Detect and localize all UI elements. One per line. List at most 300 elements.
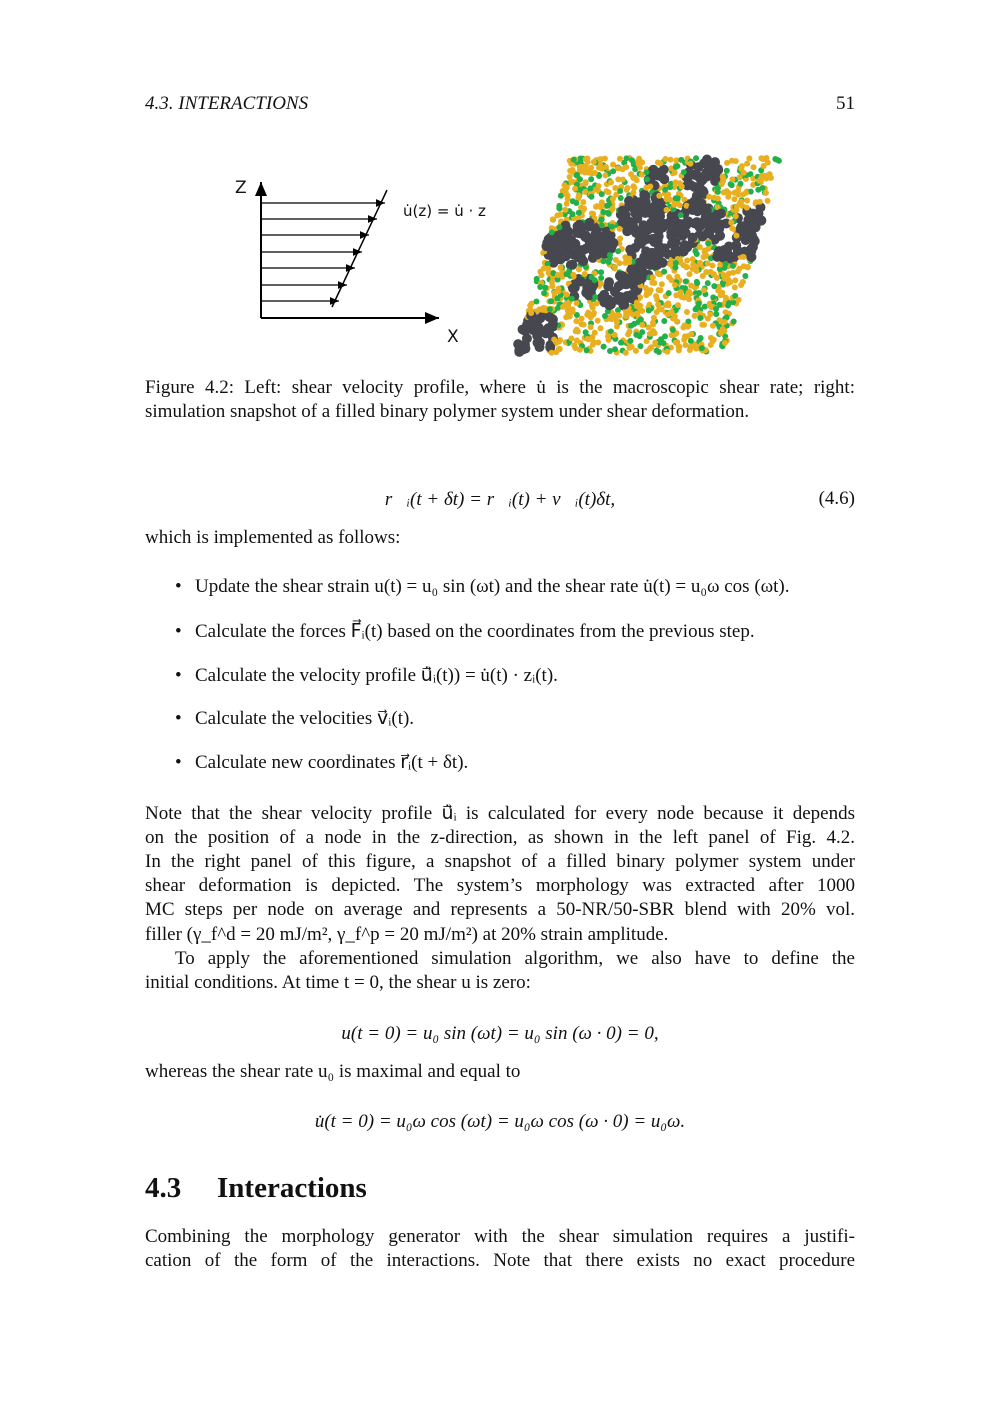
particle: [651, 330, 657, 336]
particle: [520, 344, 530, 354]
particle: [587, 185, 593, 191]
particle: [636, 156, 642, 162]
particle-snapshot-image: [505, 150, 790, 360]
list-item-text: Calculate the forces F⃗ᵢ(t) based on the coordinates from the previous step.: [195, 621, 755, 642]
particle: [672, 282, 678, 288]
particle: [662, 156, 668, 162]
particle: [670, 327, 676, 333]
particle: [742, 222, 752, 232]
particle: [602, 172, 608, 178]
particle: [713, 306, 719, 312]
particle: [618, 340, 624, 346]
particle: [640, 235, 650, 245]
particle: [655, 302, 661, 308]
particle: [707, 303, 713, 309]
particle: [626, 222, 636, 232]
particle: [700, 273, 706, 279]
equation-initial-shear: u(t = 0) = u₀ sin (ωt) = u₀ sin (ω · 0) = 0,: [341, 1023, 659, 1044]
particle: [553, 349, 559, 355]
particle: [699, 345, 705, 351]
particle: [529, 316, 539, 326]
particle: [677, 202, 683, 208]
particle: [617, 226, 623, 232]
particle: [738, 181, 744, 187]
paragraph-line: whereas the shear rate u₀ is maximal and equal to: [145, 1061, 521, 1082]
particle: [693, 155, 699, 161]
particle: [607, 240, 617, 250]
particle: [683, 342, 689, 348]
particle: [584, 219, 594, 229]
particle: [612, 264, 618, 270]
particle: [654, 231, 664, 241]
particle: [574, 337, 580, 343]
particle: [592, 294, 598, 300]
particle: [615, 271, 625, 281]
particle: [736, 297, 742, 303]
particle: [555, 272, 561, 278]
particle: [655, 249, 665, 259]
particle: [583, 163, 589, 169]
particle: [716, 209, 726, 219]
particle: [706, 194, 712, 200]
particle: [592, 330, 598, 336]
particle: [656, 193, 662, 199]
particle: [533, 299, 539, 305]
particle: [518, 324, 528, 334]
particle: [656, 349, 662, 355]
particle: [633, 332, 639, 338]
particle: [673, 164, 679, 170]
particle: [647, 184, 653, 190]
particle: [591, 310, 597, 316]
particle: [652, 340, 658, 346]
equation-number: (4.6): [818, 488, 855, 509]
particle: [728, 219, 734, 225]
particle: [657, 160, 663, 166]
particle: [595, 318, 601, 324]
particle: [613, 314, 619, 320]
shear-velocity-profile-figure: [225, 170, 505, 360]
particle: [734, 233, 740, 239]
list-item-text: Calculate new coordinates r⃗ᵢ(t + δt).: [195, 752, 469, 773]
paragraph-line: Combining the morphology generator with the shear simulation requires a justifi-: [145, 1226, 855, 1247]
particle: [741, 235, 751, 245]
particle: [594, 300, 600, 306]
particle: [738, 282, 744, 288]
particle: [598, 217, 604, 223]
particle: [605, 333, 611, 339]
particle: [542, 285, 548, 291]
particle: [659, 281, 665, 287]
particle: [661, 318, 667, 324]
particle: [626, 256, 632, 262]
list-item: • Calculate the forces F⃗ᵢ(t) based on the coordinates from the previous step.: [175, 621, 755, 642]
particle: [726, 300, 732, 306]
equation-4-6: r⃗ᵢ(t + δt) = r⃗ᵢ(t) + v⃗ᵢ(t)δt,: [384, 489, 616, 510]
particle: [656, 287, 662, 293]
paragraph-line: on the position of a node in the z-direction, as shown in the left panel of Fig. 4.2.: [145, 827, 855, 848]
particle: [561, 221, 571, 231]
particle: [724, 241, 734, 251]
particle: [732, 284, 738, 290]
particle: [718, 250, 728, 260]
particle: [633, 209, 643, 219]
particle: [684, 309, 690, 315]
velocity-formula: u̇(z) = u̇ · z: [403, 202, 486, 220]
particle: [726, 190, 732, 196]
particle: [599, 199, 605, 205]
particle: [606, 259, 612, 265]
particle: [550, 216, 556, 222]
particle: [774, 157, 780, 163]
particle: [664, 349, 670, 355]
particle: [687, 233, 697, 243]
particle: [609, 224, 615, 230]
particle: [703, 228, 713, 238]
particle: [605, 210, 611, 216]
particle: [633, 348, 639, 354]
particle: [701, 287, 707, 293]
particle: [662, 333, 668, 339]
particle: [567, 260, 577, 270]
particle: [528, 310, 534, 316]
list-item: • Update the shear strain u(t) = u₀ sin (ωt) and the shear rate u̇(t) = u₀ω cos (ωt).: [175, 576, 790, 597]
particle: [696, 300, 702, 306]
particle: [614, 319, 620, 325]
particle: [592, 170, 598, 176]
particle: [688, 338, 694, 344]
particle: [588, 274, 594, 280]
particle: [612, 332, 618, 338]
particle: [686, 271, 692, 277]
particle: [761, 163, 767, 169]
figure-caption-line: simulation snapshot of a filled binary polymer system under shear deformation.: [145, 401, 750, 422]
particle: [558, 211, 564, 217]
particle: [678, 294, 684, 300]
particle: [729, 176, 735, 182]
particle: [556, 205, 562, 211]
particle: [580, 199, 586, 205]
particle: [598, 281, 604, 287]
particle: [744, 198, 750, 204]
z-axis-label: Z: [235, 178, 247, 198]
particle: [603, 164, 609, 170]
particle: [666, 290, 672, 296]
particle: [649, 170, 659, 180]
particle: [625, 331, 631, 337]
particle: [644, 348, 650, 354]
particle: [576, 210, 582, 216]
particle: [556, 239, 566, 249]
particle: [687, 161, 693, 167]
particle: [612, 346, 618, 352]
particle: [522, 333, 532, 343]
particle: [738, 166, 744, 172]
particle: [651, 315, 657, 321]
particle: [713, 311, 719, 317]
particle: [608, 179, 614, 185]
particle: [722, 319, 728, 325]
particle: [684, 258, 690, 264]
particle: [694, 280, 700, 286]
particle: [664, 207, 670, 213]
particle: [643, 292, 649, 298]
particle: [678, 212, 684, 218]
particle: [558, 193, 564, 199]
particle: [681, 169, 687, 175]
particle: [724, 168, 730, 174]
particle: [591, 159, 597, 165]
particle: [584, 156, 590, 162]
particle: [702, 205, 712, 215]
particle: [554, 295, 560, 301]
particle: [624, 187, 630, 193]
particle: [768, 175, 774, 181]
particle: [565, 303, 571, 309]
particle: [748, 209, 758, 219]
particle: [575, 328, 581, 334]
paragraph-line: MC steps per node on average and represents a 50-NR/50-SBR blend with 20% vol.: [145, 899, 855, 920]
particle: [726, 271, 732, 277]
particle: [567, 174, 573, 180]
particle: [672, 313, 678, 319]
particle: [599, 222, 605, 228]
particle: [556, 224, 562, 230]
particle: [563, 292, 569, 298]
particle: [598, 269, 604, 275]
particle: [760, 156, 766, 162]
particle: [607, 252, 613, 258]
particle: [628, 323, 634, 329]
particle: [690, 256, 696, 262]
particle: [540, 307, 546, 313]
particle: [711, 283, 717, 289]
particle: [582, 271, 588, 277]
particle: [715, 189, 721, 195]
particle: [646, 307, 652, 313]
particle: [666, 231, 676, 241]
particle: [623, 155, 629, 161]
particle: [591, 228, 601, 238]
particle: [599, 191, 605, 197]
particle: [649, 280, 655, 286]
particle: [604, 277, 614, 287]
particle: [707, 311, 713, 317]
particle: [624, 196, 634, 206]
particle: [572, 186, 578, 192]
paragraph-line: shear deformation is depicted. The system’s morphology was extracted after 1000: [145, 875, 855, 896]
particle: [541, 290, 547, 296]
particle: [588, 324, 594, 330]
particle: [702, 304, 708, 310]
particle: [668, 157, 674, 163]
particle: [548, 298, 554, 304]
particle: [584, 312, 590, 318]
equation-initial-shear-rate: u̇(t = 0) = u₀ω cos (ωt) = u₀ω cos (ω · 0) = u₀ω.: [314, 1111, 686, 1132]
particle: [673, 260, 679, 266]
particle: [668, 277, 674, 283]
particle: [618, 205, 628, 215]
particle: [673, 340, 679, 346]
particle: [734, 203, 740, 209]
page-number: 51: [836, 93, 855, 114]
particle: [650, 274, 656, 280]
particle: [601, 344, 607, 350]
particle: [721, 190, 727, 196]
section-number: 4.3: [145, 1172, 182, 1204]
list-item-text: Update the shear strain u(t) = u₀ sin (ωt) and the shear rate u̇(t) = u₀ω cos (ωt).: [195, 576, 790, 597]
particle: [574, 172, 580, 178]
particle: [635, 267, 645, 277]
particle: [532, 328, 542, 338]
particle: [745, 264, 751, 270]
particle: [630, 311, 636, 317]
particle: [535, 337, 545, 347]
particle: [568, 336, 574, 342]
particle: [636, 161, 642, 167]
particle: [765, 198, 771, 204]
particle: [746, 155, 752, 161]
particle: [613, 257, 619, 263]
particle: [577, 245, 587, 255]
particle: [680, 240, 690, 250]
particle: [589, 211, 595, 217]
paragraph-line: cation of the form of the interactions. Note that there exists no exact procedure: [145, 1250, 855, 1271]
particle: [639, 322, 645, 328]
particle: [698, 335, 704, 341]
intro-text: which is implemented as follows:: [145, 527, 401, 548]
particle: [685, 292, 691, 298]
particle: [753, 199, 759, 205]
particle: [591, 339, 597, 345]
particle: [690, 218, 700, 228]
section-title: Interactions: [217, 1172, 367, 1204]
list-item-text: Calculate the velocity profile u⃗̇ᵢ(t)) = u̇(t) · zᵢ(t).: [195, 665, 558, 686]
particle: [558, 265, 564, 271]
particle: [588, 165, 594, 171]
particle: [717, 262, 723, 268]
particle: [572, 227, 582, 237]
particle: [723, 261, 729, 267]
particle: [538, 272, 544, 278]
particle: [623, 164, 629, 170]
particle: [710, 294, 716, 300]
particle: [700, 170, 710, 180]
particle: [551, 336, 557, 342]
particle: [708, 269, 714, 275]
particle: [574, 300, 580, 306]
particle: [599, 290, 609, 300]
particle: [649, 209, 659, 219]
particle: [571, 157, 577, 163]
particle: [688, 283, 694, 289]
particle: [626, 290, 636, 300]
particle: [573, 318, 579, 324]
particle: [551, 290, 557, 296]
particle: [683, 278, 689, 284]
particle: [676, 347, 682, 353]
particle: [644, 338, 650, 344]
paragraph-line: Note that the shear velocity profile u⃗̇ᵢ is calculated for every node because it depends: [145, 803, 855, 824]
particle: [673, 292, 679, 298]
particle: [627, 338, 633, 344]
particle: [662, 187, 668, 193]
particle: [581, 206, 587, 212]
particle: [617, 188, 623, 194]
particle: [705, 260, 711, 266]
particle: [604, 300, 614, 310]
particle: [688, 344, 694, 350]
particle: [697, 244, 703, 250]
particle: [570, 211, 576, 217]
particle: [588, 194, 594, 200]
particle: [705, 240, 711, 246]
particle: [626, 265, 636, 275]
particle: [567, 314, 573, 320]
particle: [672, 170, 678, 176]
particle: [711, 337, 717, 343]
particle: [537, 284, 543, 290]
particle: [756, 215, 766, 225]
particle: [729, 158, 735, 164]
particle: [623, 350, 629, 356]
particle: [678, 157, 684, 163]
particle: [661, 269, 667, 275]
particle: [561, 182, 567, 188]
particle: [617, 156, 623, 162]
particle: [731, 319, 737, 325]
particle: [595, 183, 601, 189]
particle: [697, 315, 703, 321]
particle: [673, 195, 679, 201]
particle: [637, 343, 643, 349]
particle: [675, 302, 681, 308]
particle: [664, 196, 670, 202]
particle: [620, 176, 626, 182]
particle: [610, 196, 616, 202]
particle: [593, 204, 599, 210]
particle: [577, 347, 583, 353]
particle: [541, 241, 551, 251]
particle: [722, 276, 728, 282]
particle: [556, 286, 562, 292]
particle: [567, 168, 573, 174]
particle: [598, 275, 604, 281]
particle: [720, 176, 726, 182]
particle: [643, 285, 649, 291]
particle: [648, 344, 654, 350]
particle: [582, 283, 592, 293]
particle: [722, 340, 728, 346]
particle: [543, 323, 553, 333]
particle: [579, 316, 585, 322]
list-item-text: Calculate the velocities v⃗ᵢ(t).: [195, 708, 415, 729]
particle: [737, 174, 743, 180]
header-section: 4.3. INTERACTIONS: [145, 93, 309, 114]
particle: [693, 306, 699, 312]
particle: [760, 185, 766, 191]
particle: [640, 257, 650, 267]
particle: [742, 273, 748, 279]
particle: [548, 249, 558, 259]
particle: [680, 262, 686, 268]
particle: [646, 218, 656, 228]
particle: [688, 331, 694, 337]
particle: [736, 266, 742, 272]
section-heading: [145, 1172, 367, 1205]
paragraph-line: initial conditions. At time t = 0, the shear u is zero:: [145, 972, 531, 993]
particle: [710, 323, 716, 329]
